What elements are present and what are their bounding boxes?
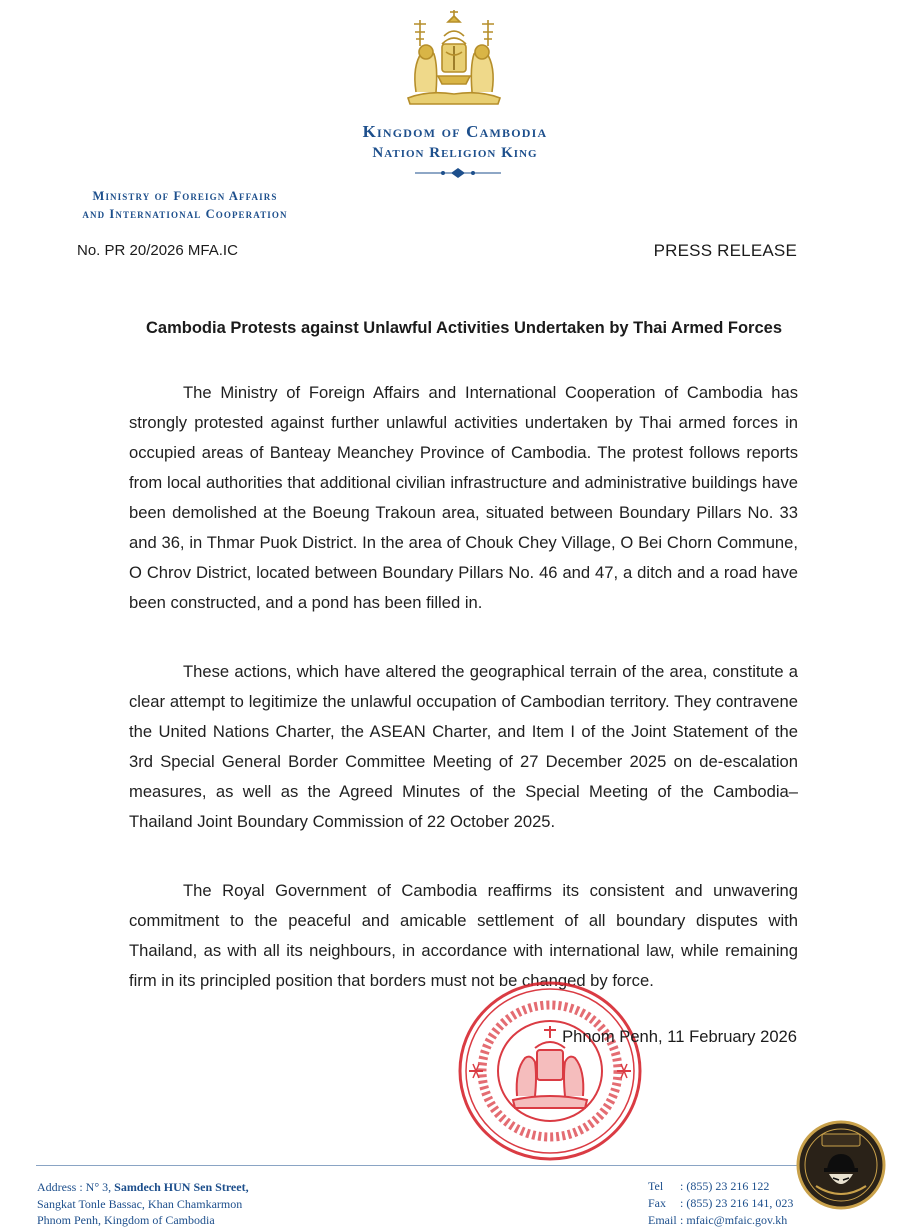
address-street: Samdech HUN Sen Street, xyxy=(114,1180,249,1194)
ministry-name-line-2: and International Cooperation xyxy=(82,207,288,221)
fax-label: Fax xyxy=(648,1196,666,1210)
email-value: : mfaic@mfaic.gov.kh xyxy=(680,1213,788,1227)
body-paragraph-2: These actions, which have altered the geographical terrain of the area, constitute a clear attempt to legitimize the unlawful occupation of Cambodian territory. They contravene the United Nations Charter, the ASEAN Charter, and Item I of the Joint Statement of the 3rd Special General Border Committee Meeting of 27 December 2025 on de-escalation measures, as well as the Agreed Minutes of the Special Meeting of the Cambodia–Thailand Joint Boundary Commission of 22 October 2025. xyxy=(129,662,798,831)
reference-number: No. PR 20/2026 MFA.IC xyxy=(77,242,238,259)
address-prefix: Address : N° 3, xyxy=(37,1180,115,1194)
headline: Cambodia Protests against Unlawful Activities Undertaken by Thai Armed Forces xyxy=(145,319,782,337)
national-motto: Nation Religion King xyxy=(372,145,538,161)
kingdom-title: Kingdom of Cambodia xyxy=(362,122,548,141)
royal-coat-of-arms-emblem xyxy=(398,6,510,116)
footer-address-line-2: Sangkat Tonle Bassac, Khan Chamkarmon xyxy=(37,1197,243,1211)
body-paragraph-1: The Ministry of Foreign Affairs and International Cooperation of Cambodia has strongly protested against further unlawful activities undertaken by Thai armed forces in occupied areas of Banteay Meanchey Province of Cambodia. The protest follows reports from local authorities that additional civilian infrastructure and administrative buildings have been demolished at the Boeung Trakoun area, situated between Boundary Pillars No. 33 and 36, in Thmar Puok District. In the area of Chouk Chey Village, O Bei Chorn Commune, O Chrov District, located between Boundary Pillars No. 46 and 47, a ditch and a road have been constructed, and a pond has been filled in. xyxy=(129,383,798,612)
place-and-date: Phnom Penh, 11 February 2026 xyxy=(562,1027,797,1046)
footer-divider xyxy=(36,1165,869,1166)
official-seal-stamp xyxy=(455,978,645,1164)
tel-value: : (855) 23 216 122 xyxy=(680,1179,770,1193)
press-release-label: PRESS RELEASE xyxy=(653,241,797,260)
watermark-badge-icon xyxy=(796,1120,886,1210)
ministry-name-line-1: Ministry of Foreign Affairs xyxy=(92,189,278,203)
divider-ornament xyxy=(415,167,501,179)
fax-value: : (855) 23 216 141, 023 xyxy=(680,1196,794,1210)
email-label: Email xyxy=(648,1213,677,1227)
footer-address-line-1 xyxy=(37,1179,249,1195)
body-paragraph-3: The Royal Government of Cambodia reaffirms its consistent and unwavering commitment to the peaceful and amicable settlement of all boundary disputes with Thailand, as with all its neighbours, in accordance with international law, while remaining firm in its principled position that borders must not be changed by force. xyxy=(129,881,798,990)
footer-address-line-3: Phnom Penh, Kingdom of Cambodia xyxy=(37,1213,215,1227)
tel-label: Tel xyxy=(648,1179,664,1193)
